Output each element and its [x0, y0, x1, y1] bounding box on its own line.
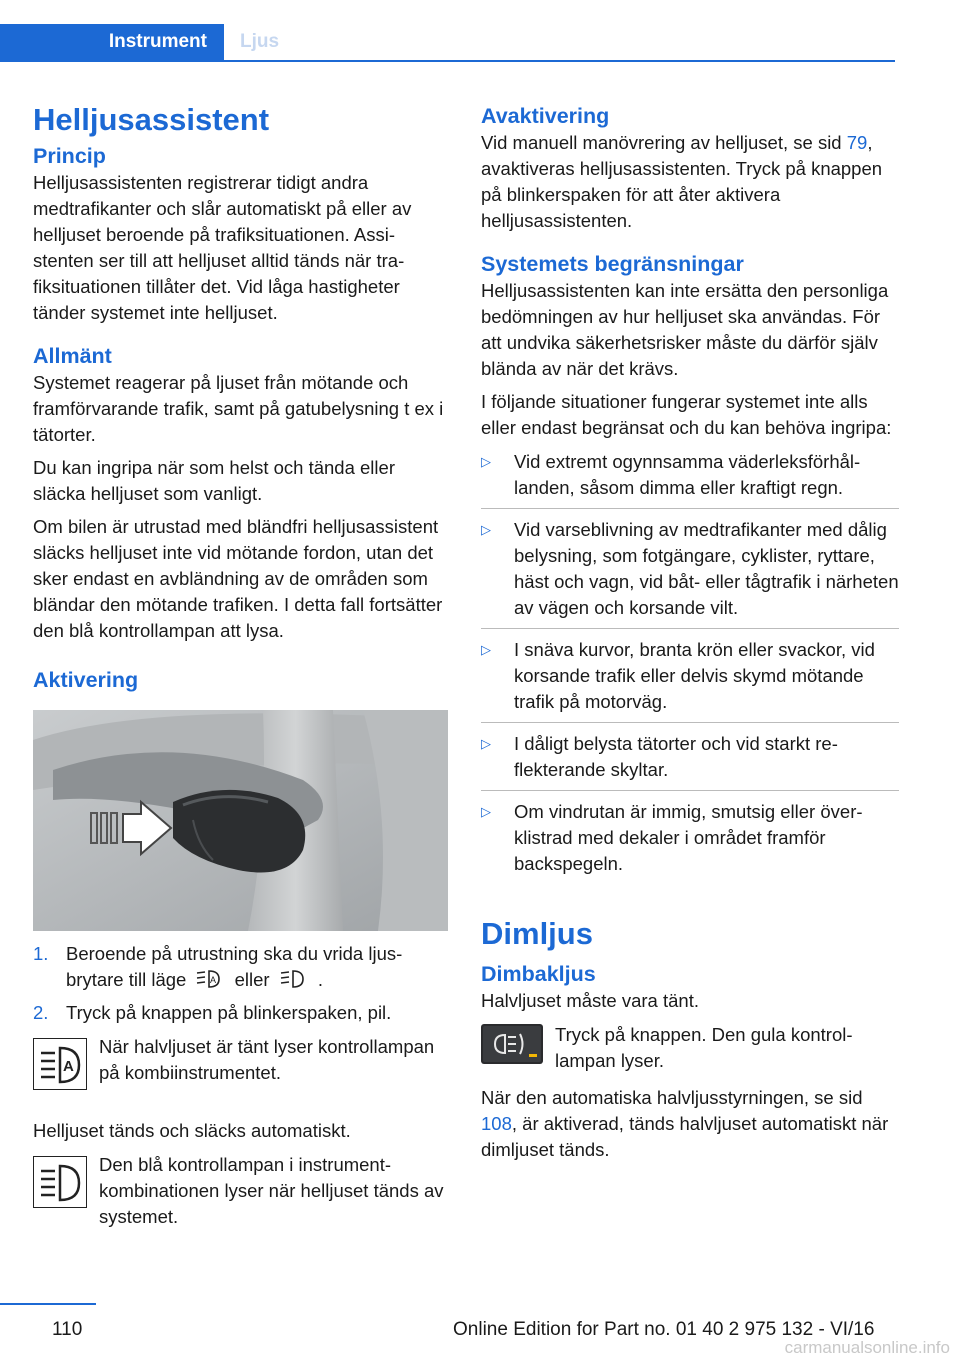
- list-item: [33, 1000, 448, 1026]
- avaktivering-text: [481, 130, 899, 234]
- bullet-icon: ▷: [481, 642, 491, 657]
- low-beam-icon: [279, 968, 309, 990]
- heading-princip: Princip: [33, 144, 106, 168]
- dimbak-text-2: [481, 1085, 899, 1163]
- indicator-note-1: [33, 1034, 448, 1114]
- high-beam-indicator-icon: [33, 1156, 87, 1208]
- list-item-text: Vid extremt ogynnsamma väderleksförhållanden, såsom dimma eller kraftigt regn.: [514, 451, 861, 498]
- svg-text:A: A: [210, 975, 217, 985]
- avaktivering-text-b: , avaktiveras helljusassistenten. Tryck på knappen på blinkerspaken för att åter aktivera helljusassistenten.: [481, 132, 883, 231]
- bullet-icon: ▷: [481, 522, 491, 537]
- turn-signal-lever-image: [33, 710, 448, 931]
- bullet-icon: ▷: [481, 804, 491, 819]
- heading-dimbakljus: Dimbakljus: [481, 962, 596, 986]
- list-item: [481, 731, 899, 791]
- step-text-or: eller: [234, 969, 270, 990]
- allmant-text-3: Om bilen är utrustad med bländfri helljusassistent släcks helljuset inte vid mötande fordon, utan det sker endast en avbländning av de områden som bländar den mötande trafiken. I detta fall fortsätter den blå kontrollampan att lysa.: [33, 516, 443, 641]
- list-item-text: Vid varseblivning av medtrafikanter med dålig belysning, som fotgängare, cyklister, ryttare, häst och vagn, vid båt- eller tågtrafik i närheten av vägen och korsande vilt.: [514, 519, 899, 618]
- heading-allmant: Allmänt: [33, 344, 112, 368]
- list-item: [481, 637, 899, 723]
- page-link-79[interactable]: 79: [846, 132, 868, 153]
- right-column: [481, 98, 899, 1163]
- heading-begransningar: Systemets begränsningar: [481, 252, 744, 276]
- allmant-text-1: Systemet reagerar på ljuset från mötande och framförvarande trafik, samt på gatubelysning t ex i tätorter.: [33, 372, 444, 445]
- page-link-108[interactable]: 108: [481, 1113, 512, 1134]
- begransningar-text-1: Helljusassistenten kan inte ersätta den personliga bedömningen av hur helljuset ska användas. För att undvika säkerhetsrisker måste du därför själv blända av när det krävs.: [481, 280, 889, 379]
- avaktivering-text-a: Vid manuell manövrering av helljuset, se sid: [481, 132, 842, 153]
- princip-text: Helljusassistenten registrerar tidigt andra medtrafikanter och slår automatiskt på eller av helljuset beroende på trafiksituationen. Assistenten ser till att helljuset alltid tänds när trafiksituationen tillåter det. Vid låga hastigheter tänder systemet inte helljuset.: [33, 172, 412, 323]
- auto-text: Helljuset tänds och släcks automatiskt.: [33, 1120, 351, 1141]
- fog-light-note: [481, 1022, 899, 1078]
- list-item: [33, 941, 448, 993]
- indicator-note-2-text: Den blå kontrollampan i instrumentkombinationen lyser när helljuset tänds av systemet.: [99, 1154, 444, 1227]
- footer-rule: [0, 1303, 96, 1305]
- activation-steps: [33, 941, 448, 1026]
- tab-ljus[interactable]: Ljus: [240, 31, 280, 52]
- list-item: [481, 799, 899, 884]
- bullet-icon: ▷: [481, 454, 491, 469]
- step-text: Tryck på knappen på blinkerspaken, pil.: [66, 1002, 392, 1023]
- allmant-text-2: Du kan ingripa när som helst och tända eller släcka helljuset som vanligt.: [33, 457, 395, 504]
- begransningar-text-2: I följande situationer fungerar systemet inte alls eller endast begränsat och du kan behöva ingripa:: [481, 391, 892, 438]
- page-title: Helljusassistent: [33, 102, 270, 137]
- step-number: 2.: [33, 1002, 49, 1023]
- indicator-note-1-text: När halvljuset är tänt lyser kontrollampan på kombiinstrumentet.: [99, 1036, 435, 1083]
- fog-light-note-text: Tryck på knappen. Den gula kontrollampan lyser.: [555, 1024, 853, 1071]
- dimbak-text-2b: , är aktiverad, tänds halvljuset automatiskt när dimljuset tänds.: [481, 1113, 889, 1160]
- header-tabs: [0, 24, 895, 62]
- list-item-text: I dåligt belysta tätorter och vid starkt reflekterande skyltar.: [514, 733, 838, 780]
- tab-instrument[interactable]: [0, 24, 224, 62]
- heading-dimljus: Dimljus: [481, 916, 593, 951]
- step-number: 1.: [33, 943, 49, 964]
- list-item-text: I snäva kurvor, branta krön eller svackor, vid korsande trafik eller delvis skymd mötande trafik på motorväg.: [514, 639, 875, 712]
- auto-light-switch-icon: [195, 968, 225, 990]
- list-item: [481, 517, 899, 629]
- dimbak-text-2a: När den automatiska halvljusstyrningen, se sid: [481, 1087, 863, 1108]
- list-item: [481, 449, 899, 509]
- heading-avaktivering: Avaktivering: [481, 104, 610, 128]
- svg-text:A: A: [63, 1058, 74, 1075]
- heading-aktivering: Aktivering: [33, 668, 139, 692]
- watermark: carmanualsonline.info: [784, 1338, 950, 1357]
- tab-instrument-label: Instrument: [108, 31, 207, 52]
- step-text-end: .: [317, 969, 323, 990]
- step-text: Beroende på utrustning ska du vrida ljusbrytare till läge: [66, 943, 403, 990]
- rear-fog-light-button-icon: [481, 1024, 543, 1064]
- edition-text: Online Edition for Part no. 01 40 2 975 132 - VI/16: [453, 1319, 875, 1340]
- limitations-list: [481, 449, 899, 884]
- indicator-note-2: [33, 1152, 448, 1232]
- high-beam-assistant-indicator-icon: [33, 1038, 87, 1090]
- dimbak-text-1: Halvljuset måste vara tänt.: [481, 990, 699, 1011]
- bullet-icon: ▷: [481, 736, 491, 751]
- left-column: [33, 98, 448, 1232]
- page-number: 110: [52, 1319, 83, 1340]
- list-item-text: Om vindrutan är immig, smutsig eller överklistrad med dekaler i området framför backspegeln.: [514, 801, 863, 874]
